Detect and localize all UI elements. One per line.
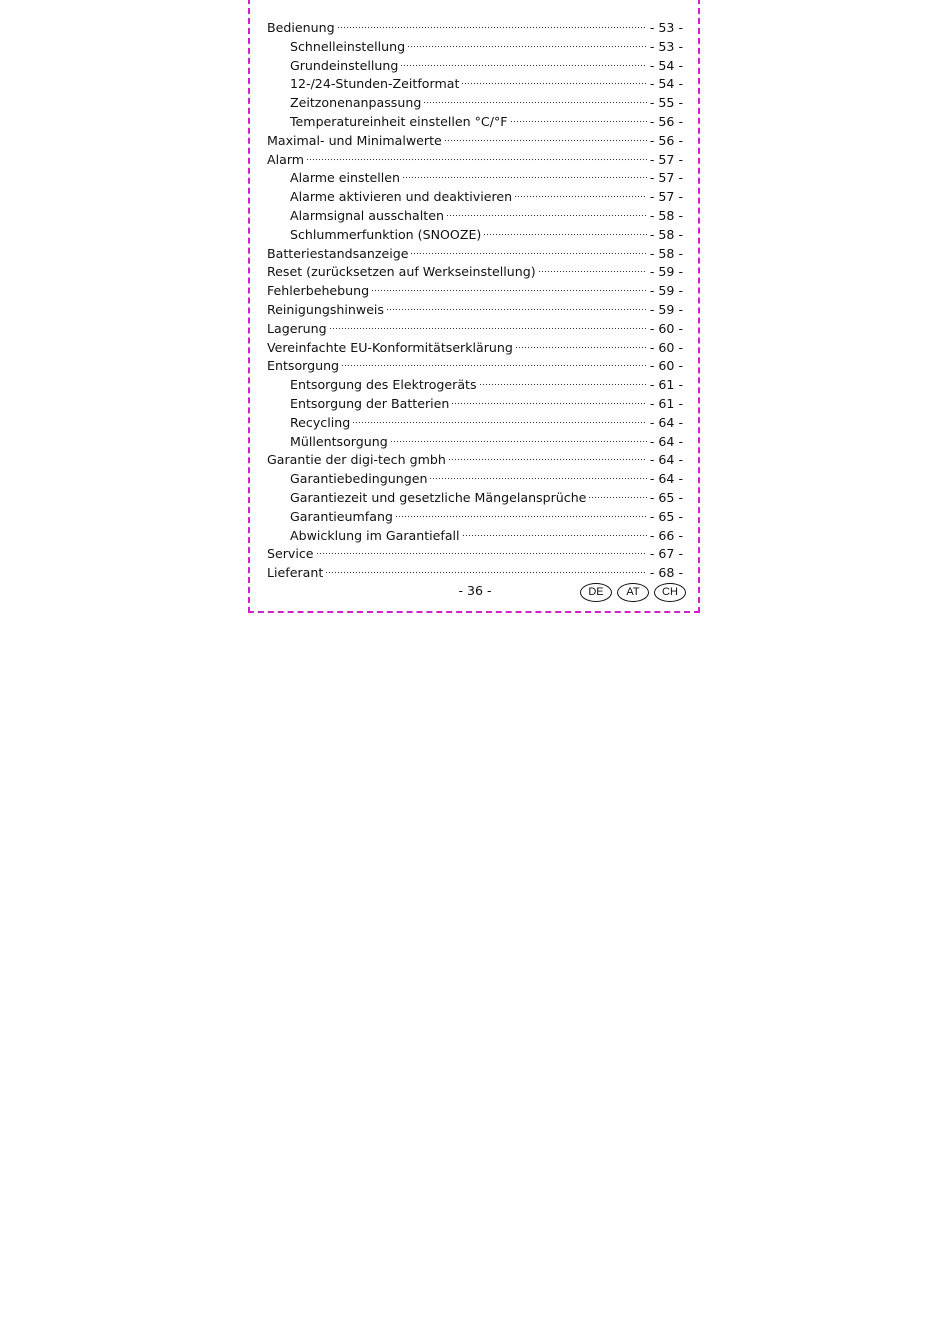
toc-entry bbox=[267, 245, 683, 264]
toc-leader-dots bbox=[514, 188, 647, 198]
page-number: - 36 - bbox=[458, 583, 492, 598]
toc-leader-dots bbox=[510, 113, 647, 123]
toc-entry-title: 12-/24-Stunden-Zeitformat bbox=[290, 76, 460, 92]
toc-leader-dots bbox=[407, 38, 647, 48]
toc-entry-title: Alarme aktivieren und deaktivieren bbox=[290, 189, 513, 205]
toc-leader-dots bbox=[483, 226, 647, 236]
toc-entry-page: - 58 - bbox=[649, 226, 683, 242]
toc-entry-title: Bedienung bbox=[267, 20, 335, 35]
toc-entry-page: - 59 - bbox=[649, 283, 683, 299]
toc-entry-title: Entsorgung bbox=[267, 358, 340, 374]
toc-entry-title: Reset (zurücksetzen auf Werkseinstellung) bbox=[267, 264, 536, 280]
toc-entry-page: - 57 - bbox=[649, 151, 683, 167]
toc-entry-page: - 60 - bbox=[649, 320, 683, 336]
toc-entry-title: Garantieumfang bbox=[290, 508, 393, 524]
toc-entry bbox=[267, 132, 683, 151]
toc-entry-title: Recycling bbox=[290, 414, 351, 430]
toc-entry bbox=[267, 433, 683, 452]
toc-entry-title: Lagerung bbox=[267, 320, 327, 336]
toc-entry bbox=[267, 207, 683, 226]
toc-entry-title: Alarme einstellen bbox=[290, 170, 401, 186]
country-badges bbox=[580, 583, 686, 602]
toc-entry bbox=[267, 320, 683, 339]
toc-leader-dots bbox=[429, 470, 646, 480]
toc-entry-page: - 67 - bbox=[649, 546, 683, 562]
toc-entry bbox=[267, 508, 683, 527]
toc-entry bbox=[267, 169, 683, 188]
toc-entry bbox=[267, 451, 683, 470]
toc-entry-title: Vereinfachte EU-Konformitätserklärung bbox=[267, 339, 513, 355]
toc-entry-title: Abwicklung im Garantiefall bbox=[290, 527, 460, 543]
toc-leader-dots bbox=[390, 433, 647, 443]
toc-leader-dots bbox=[462, 527, 647, 537]
toc-entry bbox=[267, 188, 683, 207]
toc-entry-title: Grundeinstellung bbox=[290, 57, 399, 73]
toc-entry-title: Schlummerfunktion (SNOOZE) bbox=[290, 226, 482, 242]
toc-leader-dots bbox=[446, 207, 647, 217]
toc-entry-title: Garantie der digi-tech gmbh bbox=[267, 452, 446, 468]
toc-entry-page: - 65 - bbox=[649, 489, 683, 505]
toc-entry bbox=[267, 263, 683, 282]
toc-entry bbox=[267, 282, 683, 301]
toc-entry-page: - 64 - bbox=[649, 414, 683, 430]
toc-entry-page: - 53 - bbox=[649, 20, 683, 35]
toc-entry-page: - 60 - bbox=[649, 358, 683, 374]
toc-leader-dots bbox=[402, 169, 647, 179]
toc-entry-title: Fehlerbehebung bbox=[267, 283, 370, 299]
toc-entry-title: Temperatureinheit einstellen °C/°F bbox=[290, 113, 508, 129]
toc-entry-page: - 59 - bbox=[649, 301, 683, 317]
toc-leader-dots bbox=[337, 19, 647, 29]
toc-entry bbox=[267, 489, 683, 508]
toc-entry-page: - 54 - bbox=[649, 76, 683, 92]
toc-entry bbox=[267, 414, 683, 433]
toc-entry-title: Batteriestandsanzeige bbox=[267, 245, 409, 261]
toc-entry bbox=[267, 113, 683, 132]
toc-entry-title: Garantiebedingungen bbox=[290, 471, 428, 487]
toc-entry-title: Alarm bbox=[267, 151, 305, 167]
toc-entry-page: - 56 - bbox=[649, 113, 683, 129]
country-badge: CH bbox=[654, 583, 686, 602]
toc-leader-dots bbox=[306, 151, 647, 161]
toc-entry-page: - 54 - bbox=[649, 57, 683, 73]
toc-entry bbox=[267, 339, 683, 358]
toc-entry-page: - 58 - bbox=[649, 207, 683, 223]
table-of-contents bbox=[267, 19, 683, 583]
toc-entry-title: Reinigungshinweis bbox=[267, 301, 384, 317]
toc-entry bbox=[267, 301, 683, 320]
toc-leader-dots bbox=[423, 94, 647, 104]
toc-entry bbox=[267, 545, 683, 564]
country-badge: DE bbox=[580, 583, 612, 602]
toc-entry-page: - 59 - bbox=[649, 264, 683, 280]
toc-entry-title: Entsorgung des Elektrogeräts bbox=[290, 377, 477, 393]
toc-entry bbox=[267, 38, 683, 57]
toc-entry-title: Service bbox=[267, 546, 314, 562]
toc-leader-dots bbox=[386, 301, 647, 311]
toc-entry bbox=[267, 19, 683, 38]
toc-entry-page: - 68 - bbox=[649, 565, 683, 581]
toc-entry bbox=[267, 226, 683, 245]
toc-entry-page: - 57 - bbox=[649, 170, 683, 186]
toc-leader-dots bbox=[352, 414, 647, 424]
toc-entry-page: - 64 - bbox=[649, 433, 683, 449]
toc-leader-dots bbox=[410, 245, 646, 255]
toc-entry-title: Schnelleinstellung bbox=[290, 38, 406, 54]
toc-leader-dots bbox=[395, 508, 647, 518]
toc-leader-dots bbox=[341, 357, 647, 367]
toc-leader-dots bbox=[329, 320, 647, 330]
toc-entry bbox=[267, 57, 683, 76]
toc-entry-page: - 65 - bbox=[649, 508, 683, 524]
toc-leader-dots bbox=[588, 489, 646, 499]
toc-leader-dots bbox=[461, 75, 646, 85]
toc-leader-dots bbox=[451, 395, 647, 405]
toc-entry bbox=[267, 376, 683, 395]
toc-leader-dots bbox=[371, 282, 647, 292]
toc-entry bbox=[267, 395, 683, 414]
toc-entry-page: - 60 - bbox=[649, 339, 683, 355]
toc-entry bbox=[267, 564, 683, 583]
toc-entry-page: - 57 - bbox=[649, 189, 683, 205]
toc-leader-dots bbox=[479, 376, 647, 386]
toc-entry-page: - 53 - bbox=[649, 38, 683, 54]
toc-leader-dots bbox=[400, 57, 647, 67]
toc-entry-page: - 64 - bbox=[649, 471, 683, 487]
toc-entry-title: Alarmsignal ausschalten bbox=[290, 207, 444, 223]
toc-entry-page: - 58 - bbox=[649, 245, 683, 261]
toc-entry-page: - 66 - bbox=[649, 527, 683, 543]
toc-entry-page: - 55 - bbox=[649, 95, 683, 111]
toc-leader-dots bbox=[316, 545, 647, 555]
toc-entry bbox=[267, 527, 683, 546]
toc-entry-page: - 56 - bbox=[649, 132, 683, 148]
toc-entry-page: - 61 - bbox=[649, 395, 683, 411]
toc-entry-title: Lieferant bbox=[267, 565, 324, 581]
toc-entry bbox=[267, 470, 683, 489]
toc-entry bbox=[267, 151, 683, 170]
toc-entry-title: Zeitzonenanpassung bbox=[290, 95, 422, 111]
country-badge: AT bbox=[617, 583, 649, 602]
toc-leader-dots bbox=[515, 339, 647, 349]
toc-entry-page: - 61 - bbox=[649, 377, 683, 393]
toc-leader-dots bbox=[448, 451, 647, 461]
toc-leader-dots bbox=[325, 564, 647, 574]
toc-leader-dots bbox=[444, 132, 647, 142]
toc-entry bbox=[267, 94, 683, 113]
toc-entry-title: Müllentsorgung bbox=[290, 433, 388, 449]
toc-entry-title: Garantiezeit und gesetzliche Mängelansprüche bbox=[290, 489, 587, 505]
toc-entry-page: - 64 - bbox=[649, 452, 683, 468]
toc-entry-title: Entsorgung der Batterien bbox=[290, 395, 450, 411]
toc-entry-title: Maximal- und Minimalwerte bbox=[267, 132, 442, 148]
toc-leader-dots bbox=[538, 263, 647, 273]
toc-entry bbox=[267, 357, 683, 376]
toc-entry bbox=[267, 75, 683, 94]
